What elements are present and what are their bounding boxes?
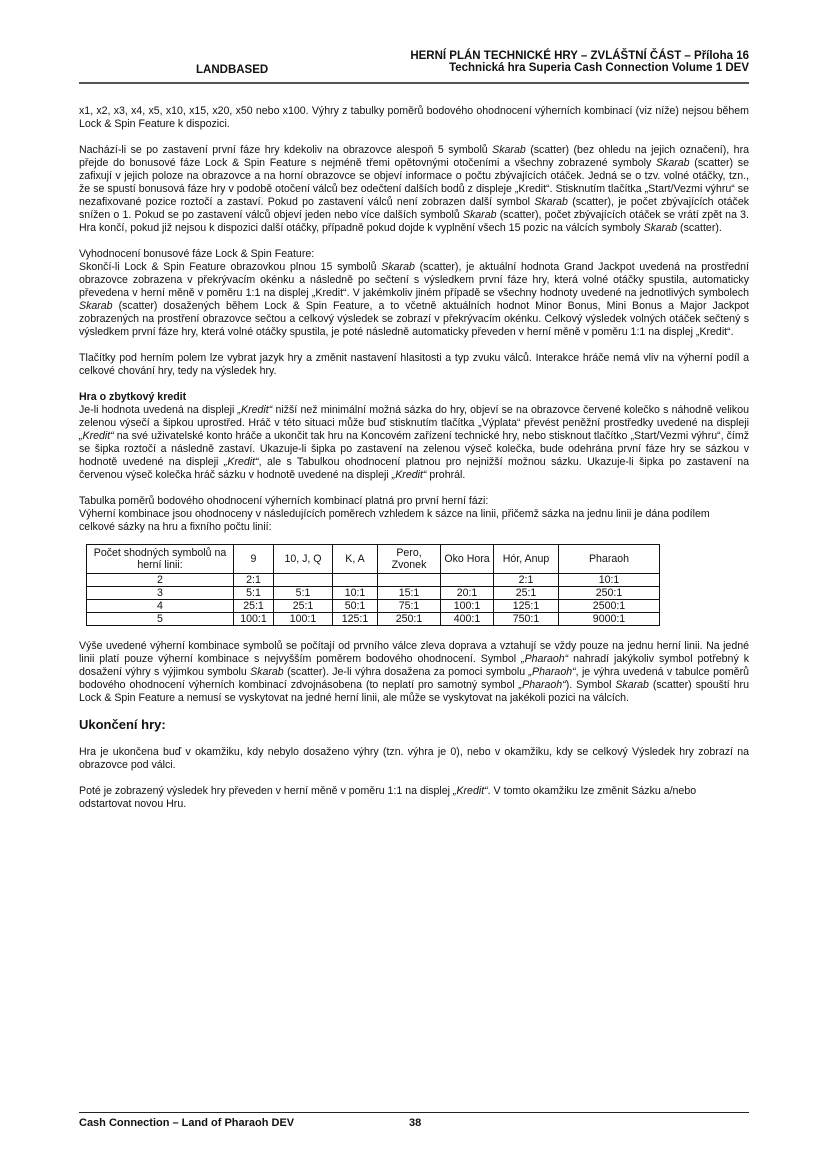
paytable-header-row bbox=[87, 545, 660, 574]
paragraph-game-end: Hra je ukončena buď v okamžiku, kdy nebylo dosaženo výhry (tzn. výhra je 0), nebo v okamžiku, kdy se celkový Výsledek hry zobrazí na obrazovce pod válci. bbox=[79, 746, 749, 771]
table-row bbox=[87, 613, 660, 626]
footer-title: Cash Connection – Land of Pharaoh DEV bbox=[79, 1117, 295, 1129]
table-cell: 10:1 bbox=[559, 574, 660, 587]
table-cell bbox=[378, 574, 441, 587]
table-cell: 2:1 bbox=[234, 574, 274, 587]
table-row bbox=[87, 587, 660, 600]
section-heading-residual-credit: Hra o zbytkový kredit bbox=[79, 391, 187, 403]
paytable-header-oko-hora: Oko Hora bbox=[441, 545, 494, 574]
table-cell: 25:1 bbox=[274, 600, 333, 613]
paragraph-bonus-eval: Skončí-li Lock & Spin Feature obrazovkou plnou 15 symbolů Skarab (scatter), je aktuální hodnota Grand Jackpot uvedená na prostřední obrazovce zobrazena v překrývacím okénku a následně po sečtení s výsledkem první fáze hry, která volné otáčky spustila, automaticky převedena v herní měně v poměru 1:1 na displej „Kredit“. V jakémkoliv jiném případě se všechny hodnoty uvedené na jednotlivých symbolech Skarab (scatter) dosažených během Lock & Spin Feature, a to včetně aktuálních hodnot Minor Bonus, Mini Bonus a Major Jackpot zobrazených na prostření obrazovce sečtou a celkový výsledek se zobrazí v překrývacím okénku. Celkový výsledek volných otáček sečtený s výsledkem první fáze hry, která volné otáčky spustila, je poté následně automaticky převeden v herní měně v poměru 1:1 na displej „Kredit“. bbox=[79, 261, 749, 338]
document-body bbox=[79, 105, 749, 824]
table-cell: 5:1 bbox=[274, 587, 333, 600]
table-cell: 250:1 bbox=[559, 587, 660, 600]
paragraph-multipliers: x1, x2, x3, x4, x5, x10, x15, x20, x50 nebo x100. Výhry z tabulky poměrů bodového ohodnocení výherních kombinací (viz níže) nejsou během Lock & Spin Feature k dispozici. bbox=[79, 105, 749, 130]
table-cell: 125:1 bbox=[333, 613, 378, 626]
table-cell: 2500:1 bbox=[559, 600, 660, 613]
table-cell: 3 bbox=[87, 587, 234, 600]
table-cell: 2 bbox=[87, 574, 234, 587]
table-cell: 10:1 bbox=[333, 587, 378, 600]
paytable-header-hor-anup: Hór, Anup bbox=[494, 545, 559, 574]
paytable-header-10jq: 10, J, Q bbox=[274, 545, 333, 574]
header-left-label: LANDBASED bbox=[196, 64, 269, 76]
table-cell: 25:1 bbox=[494, 587, 559, 600]
table-cell bbox=[441, 574, 494, 587]
table-cell: 100:1 bbox=[274, 613, 333, 626]
header-divider bbox=[79, 82, 749, 84]
header-right-block bbox=[410, 50, 749, 74]
page-number: 38 bbox=[409, 1117, 422, 1129]
paytable-header-count: Počet shodných symbolů na herní linii: bbox=[87, 545, 234, 574]
table-cell: 9000:1 bbox=[559, 613, 660, 626]
table-cell: 50:1 bbox=[333, 600, 378, 613]
paragraph-win-rules: Výše uvedené výherní kombinace symbolů se počítají od prvního válce zleva doprava a vztahují se vždy pouze na jednu herní linii. Na jedné linii platí pouze výherní kombinace s nejvyšším poměrem bodového ohodnocení. Symbol „Pharaoh“ nahradí jakýkoliv symbol potřebný k dosažení výhry s výjimkou symbolu Skarab (scatter). Je-li výhra dosažena za pomoci symbolu „Pharaoh“, je výhra uvedená v tabulce poměrů bodového ohodnocení výherních kombinací zdvojnásobena (to neplatí pro samotný symbol „Pharaoh“). Symbol Skarab (scatter) spouští hru Lock & Spin Feature a nemusí se vyskytovat na jedné herní linii, ale může se vyskytovat na jakékoli pozici na válcích. bbox=[79, 640, 749, 704]
paragraph-buttons: Tlačítky pod herním polem lze vybrat jazyk hry a změnit nastavení hlasitosti a typ zvuku válců. Interakce hráče nemá vliv na výherní podíl a celkové chování hry, tedy na výsledek hry. bbox=[79, 352, 749, 377]
table-cell: 15:1 bbox=[378, 587, 441, 600]
header-subtitle: Technická hra Superia Cash Connection Volume 1 DEV bbox=[449, 62, 749, 74]
paytable-header-pharaoh: Pharaoh bbox=[559, 545, 660, 574]
table-cell bbox=[274, 574, 333, 587]
paytable-header-9: 9 bbox=[234, 545, 274, 574]
paytable-header-ka: K, A bbox=[333, 545, 378, 574]
table-cell bbox=[333, 574, 378, 587]
paragraph-paytable-intro: Výherní kombinace jsou ohodnoceny v následujících poměrech vzhledem k sázce na linii, přičemž sázka na jednu linii je dána podílem celkové sázky na hru a fixního počtu linií: bbox=[79, 508, 710, 533]
table-cell: 5:1 bbox=[234, 587, 274, 600]
table-cell: 125:1 bbox=[494, 600, 559, 613]
table-cell: 100:1 bbox=[441, 600, 494, 613]
table-cell: 75:1 bbox=[378, 600, 441, 613]
page-header bbox=[79, 48, 749, 80]
paytable bbox=[86, 544, 660, 626]
header-title: HERNÍ PLÁN TECHNICKÉ HRY – ZVLÁŠTNÍ ČÁST – Příloha 16 bbox=[410, 50, 749, 62]
paragraph-paytable-title: Tabulka poměrů bodového ohodnocení výherních kombinací platná pro první herní fázi: bbox=[79, 495, 489, 507]
table-cell: 250:1 bbox=[378, 613, 441, 626]
table-cell: 100:1 bbox=[234, 613, 274, 626]
paragraph-residual-credit: Je-li hodnota uvedená na displeji „Kredit“ nižší než minimální možná sázka do hry, objeví se na obrazovce červené kolečko s náhodně velikou zelenou výsečí a šipkou uprostřed. Hráč v této situaci může buď stisknutím tlačítka „Výplata“ převést peněžní prostředky uvedené na displeji „Kredit“ na své uživatelské konto hráče a ukončit tak hru na Koncovém zařízení technické hry, nebo stisknout tlačítko „Start/Vezmi výhru“, čímž se šipka roztočí a následně zastaví. Ukazuje-li šipka po zastavení na zelenou výseč kolečka, bude odehrána první fáze hry se sázkou v hodnotě uvedené na displeji „Kredit“, ale s Tabulkou ohodnocení platnou pro nejnižší možnou sázku. Ukazuje-li šipka po zastavení na červenou výseč kolečka hráč sázku v hodnotě uvedené na displeji „Kredit“ prohrál. bbox=[79, 404, 749, 481]
table-cell: 2:1 bbox=[494, 574, 559, 587]
table-cell: 4 bbox=[87, 600, 234, 613]
table-cell: 25:1 bbox=[234, 600, 274, 613]
table-cell: 750:1 bbox=[494, 613, 559, 626]
table-row bbox=[87, 600, 660, 613]
paragraph-lock-spin-trigger: Nachází-li se po zastavení první fáze hry kdekoliv na obrazovce alespoň 5 symbolů Skarab (scatter) (bez ohledu na jejich označení), hra přejde do bonusové fáze Lock & Spin Feature s nejméně třemi opětovnými otočeními a všechny zobrazené symboly Skarab (scatter) se zafixují v jejich poloze na obrazovce a na horní obrazovce se objeví informace o počtu zbývajících otáček. Jedná se o tzv. volné otáčky, tzn., že se spustí bonusová fáze hry v podobě otočení válců bez odečtení dalších bodů z displeje „Kredit“. Stisknutím tlačítka „Start/Vezmi výhru“ se nezafixované pozice roztočí a zastaví. Pokud po zastavení válců není zobrazen další symbol Skarab (scatter), je počet zbývajících otáček snížen o 1. Pokud se po zastavení válců objeví jeden nebo více dalších symbolů Skarab (scatter), počet zbývajících otáček se vrátí zpět na 3. Hra končí, pokud již nejsou k dispozici další otáčky, případně pokud dojde k vyplnění všech 15 pozic na válcích symboly Skarab (scatter). bbox=[79, 144, 750, 234]
footer-divider bbox=[79, 1112, 749, 1113]
table-cell: 400:1 bbox=[441, 613, 494, 626]
paragraph-bonus-eval-title: Vyhodnocení bonusové fáze Lock & Spin Feature: bbox=[79, 248, 315, 260]
paytable-header-pero-zvonek: Pero, Zvonek bbox=[378, 545, 441, 574]
table-cell: 5 bbox=[87, 613, 234, 626]
paragraph-result-transfer: Poté je zobrazený výsledek hry převeden v herní měně v poměru 1:1 na displej „Kredit“. V tomto okamžiku lze změnit Sázku a/nebo odstartovat novou Hru. bbox=[79, 785, 697, 810]
table-row bbox=[87, 574, 660, 587]
table-cell: 20:1 bbox=[441, 587, 494, 600]
section-heading-game-end: Ukončení hry: bbox=[79, 717, 166, 732]
